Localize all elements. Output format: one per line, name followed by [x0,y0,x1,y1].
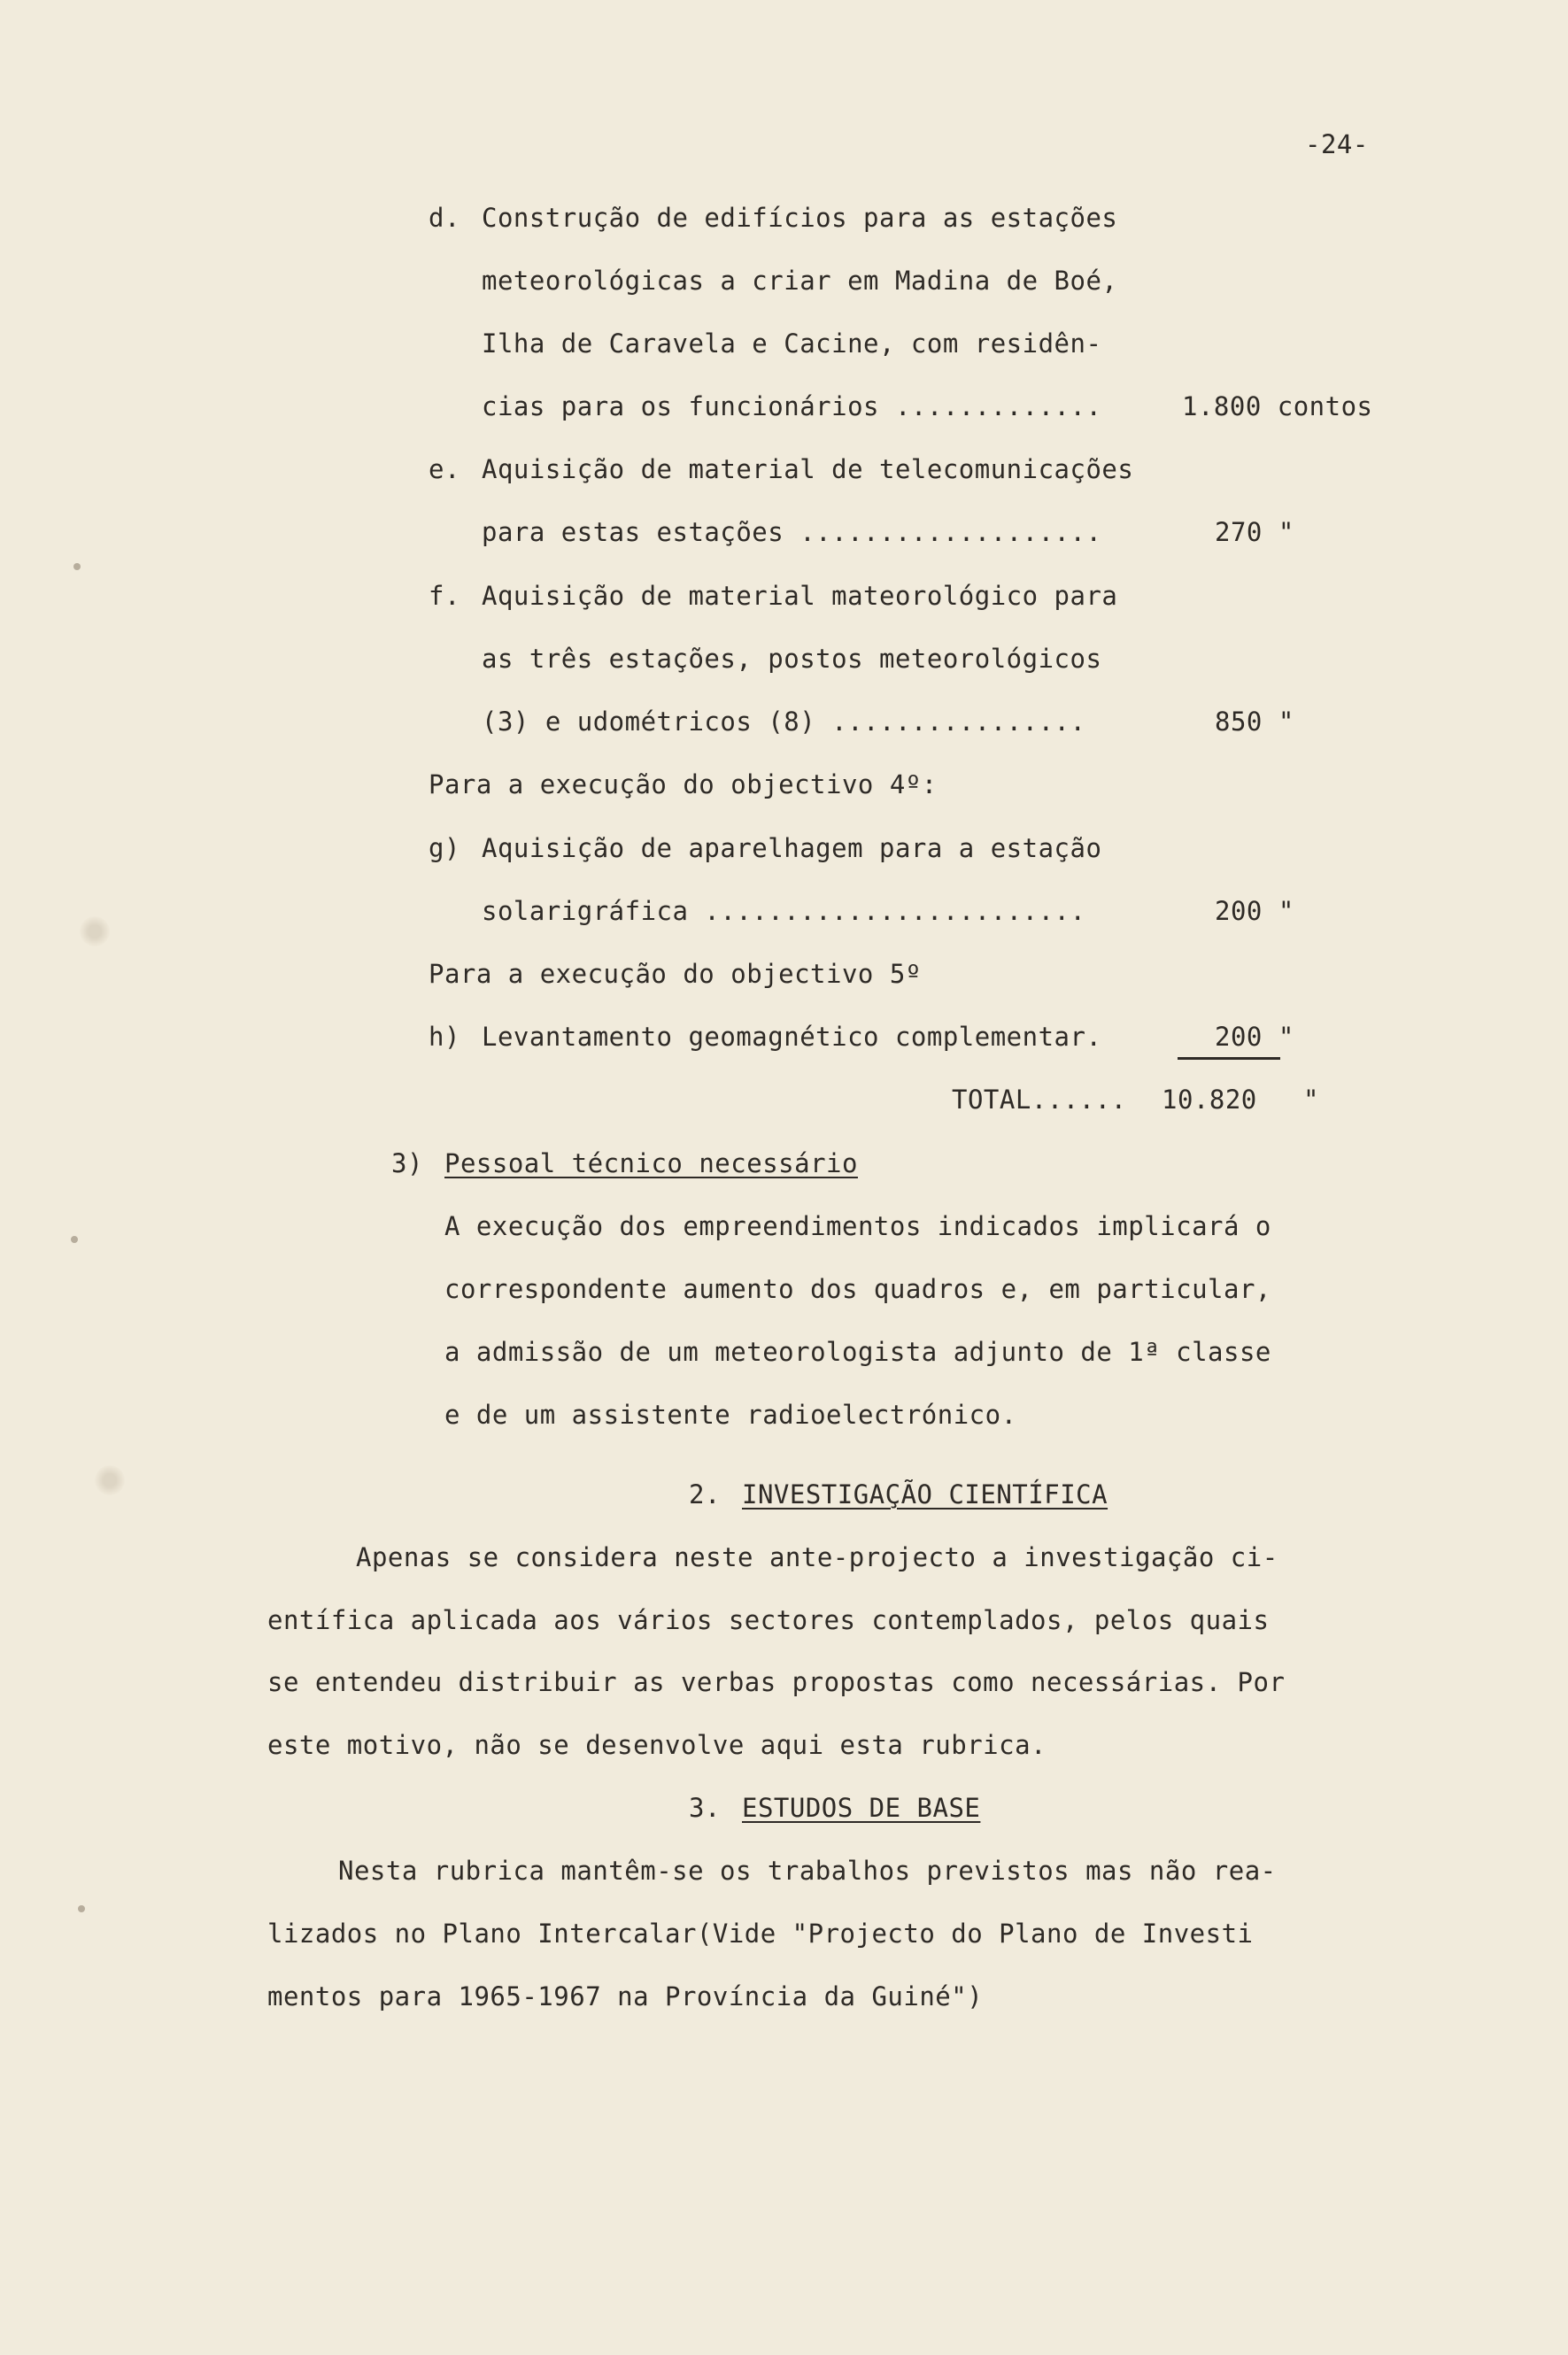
paragraph-line: mentos para 1965-1967 na Província da Guiné") [267,1981,984,2011]
speck [71,1236,78,1243]
total-label: TOTAL...... [952,1085,1127,1115]
heading-title: INVESTIGAÇÃO CIENTÍFICA [742,1479,1108,1510]
section-line: e de um assistente radioelectrónico. [444,1400,1017,1430]
item-line: solarigráfica ........................ [482,896,1086,926]
item-amount: 200 " [1215,896,1294,926]
item-marker: g) [429,833,460,863]
item-line: as três estações, postos meteorológicos [482,644,1102,674]
heading-number: 3. [689,1793,721,1823]
item-amount: 270 " [1215,517,1294,547]
item-line: Aquisição de material de telecomunicações [482,454,1134,484]
section-title: Pessoal técnico necessário [444,1148,858,1178]
item-line: (3) e udométricos (8) ................ [482,706,1086,737]
item-amount: 1.800 contos [1182,391,1373,421]
paragraph-line: entífica aplicada aos vários sectores contemplados, pelos quais [267,1605,1270,1635]
paragraph-line: Apenas se considera neste ante-projecto a investigação ci- [356,1542,1278,1572]
item-marker: d. [429,203,460,233]
section-line: correspondente aumento dos quadros e, em particular, [444,1274,1271,1304]
item-line: para estas estações ................... [482,517,1102,547]
punch-hole-top [80,916,110,946]
objective-heading: Para a execução do objectivo 5º [429,959,922,989]
section-line: A execução dos empreendimentos indicados implicará o [444,1211,1271,1241]
item-marker: e. [429,454,460,484]
objective-heading: Para a execução do objectivo 4º: [429,769,938,799]
item-marker: f. [429,581,460,611]
item-line: meteorológicas a criar em Madina de Boé, [482,266,1118,296]
speck [73,563,81,570]
item-line: Levantamento geomagnético complementar. [482,1022,1102,1052]
item-line: Construção de edifícios para as estações [482,203,1118,233]
heading-title: ESTUDOS DE BASE [742,1793,981,1823]
page-number: -24- [1305,129,1369,159]
item-amount: 200 " [1215,1022,1294,1052]
item-line: Aquisição de material mateorológico para [482,581,1118,611]
item-amount: 850 " [1215,706,1294,737]
item-line: Aquisição de aparelhagem para a estação [482,833,1102,863]
sum-rule [1178,1057,1280,1060]
paragraph-line: Nesta rubrica mantêm-se os trabalhos previstos mas não rea- [338,1856,1277,1886]
section-marker: 3) [391,1148,423,1178]
paragraph-line: este motivo, não se desenvolve aqui esta rubrica. [267,1730,1047,1760]
paragraph-line: se entendeu distribuir as verbas propostas como necessárias. Por [267,1667,1286,1697]
total-value: 10.820 [1162,1085,1257,1115]
total-unit: " [1303,1085,1319,1115]
punch-hole-bottom [95,1465,125,1495]
heading-number: 2. [689,1479,721,1510]
item-marker: h) [429,1022,460,1052]
section-line: a admissão de um meteorologista adjunto de 1ª classe [444,1337,1271,1367]
item-line: cias para os funcionários ............. [482,391,1102,421]
item-line: Ilha de Caravela e Cacine, com residên- [482,328,1102,359]
paragraph-line: lizados no Plano Intercalar(Vide "Projecto do Plano de Investi [267,1919,1254,1949]
speck [78,1905,85,1912]
